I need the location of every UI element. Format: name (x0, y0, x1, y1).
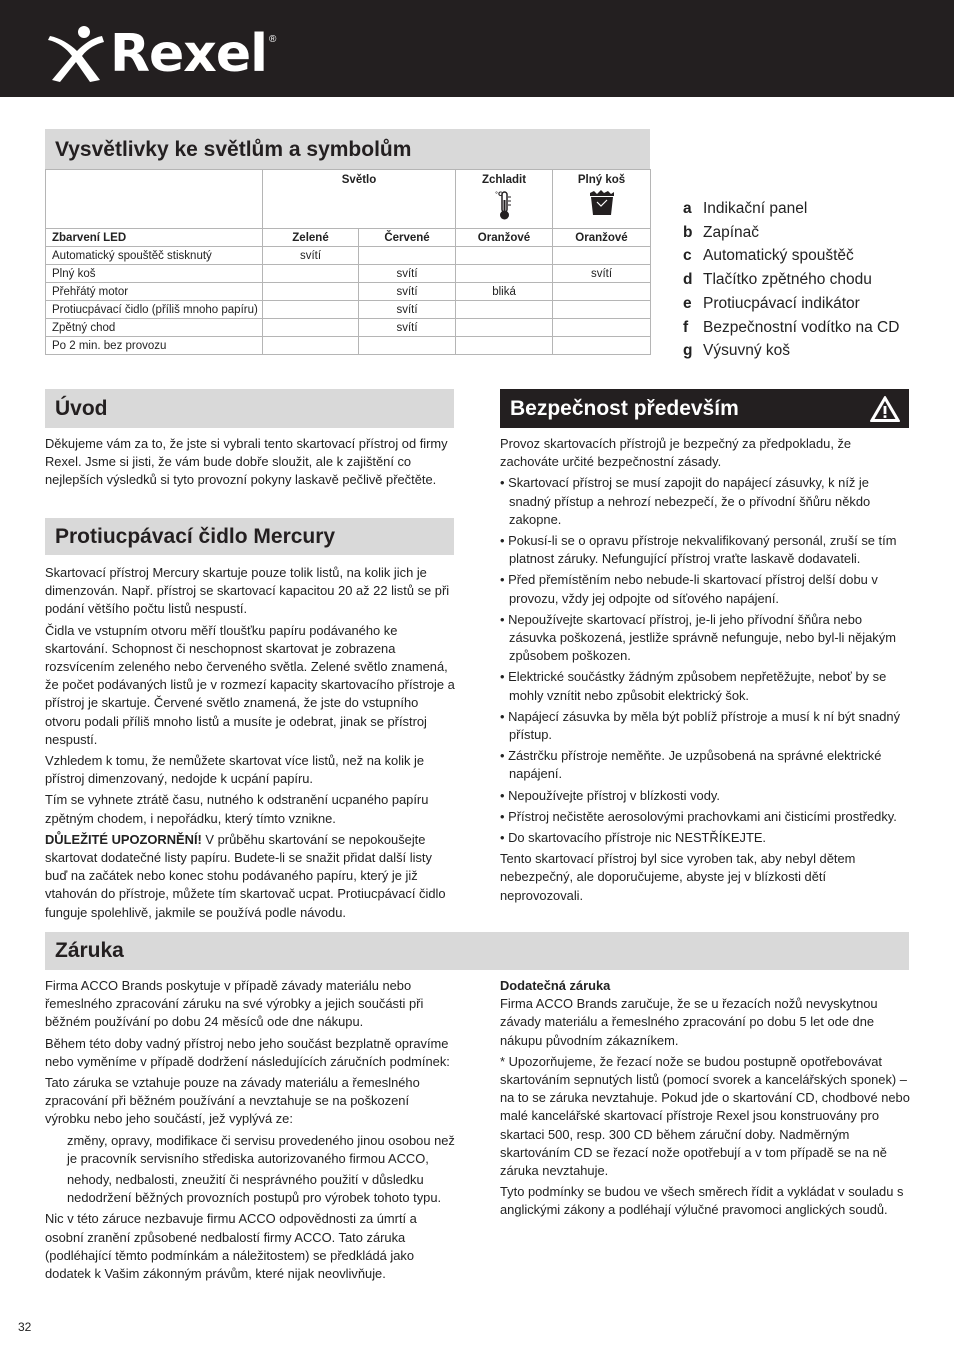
safety-header (500, 389, 909, 428)
svg-text:°C: °C (495, 191, 503, 198)
mercury-text: Skartovací přístroj Mercury skartuje pouze tolik listů, na kolik jich je dimenzován. Např. přístroj se skartovací kapacitou 20 až 22 listů se při podání většího počtu listů nespustí. Čidla ve vstupním otvoru měří tloušťku papíru podávaného ke skartování. Schopnost či neschopnost skartovat je zobrazena rozsvícením zeleného nebo červeného světla. Zelené světlo znamená, že počet podávaných listů je v rozmezí kapacity skartovacího přístroje a přístroj je skartuje. Červené světlo znamená, že jste do vstupního otvoru podali příliš mnoho listů a musíte je odebrat, jinak se přístroj nespustí. Vzhledem k tomu, že nemůžete skartovat více listů, než na kolik je přístroj dimenzovaný, nedojde k ucpání papíru. Tím se vyhnete ztrátě času, nutného k odstranění ucpaného papíru zpětným chodem, i nepořádku, který tímto vznikne. DŮLEŽITÉ UPOZORNĚNÍ! V průběhu skartování se nepokoušejte skartovat dodatečné listy papíru. Budete-li se snažit přidat další listy buď na začátek nebo konec stohu podávaného papíru, který je již vtahován do přístroje, můžete tím skartovač ucpat. Protiucpávací čidlo funguje spolehlivě, jakmile se používá podle návodu. (45, 565, 455, 920)
safety-title: Bezpečnost především (510, 396, 739, 420)
list-item: • Zástrčku přístroje neměňte. Je uzpůsobená na správné elektrické napájení. (500, 747, 910, 783)
parts-list (683, 197, 899, 363)
important-notice: DŮLEŽITÉ UPOZORNĚNÍ! (45, 831, 202, 847)
table-row: Protiucpávací čidlo (příliš mnoho papíru) svítí (46, 301, 651, 319)
warning-icon (869, 395, 901, 423)
table-row: Plný koš svítí svítí (46, 265, 651, 283)
uvod-header (45, 389, 454, 428)
rexel-logo (44, 24, 276, 84)
list-item: • Elektrické součástky žádným způsobem nepřetěžujte, neboť by se mohly vznítit nebo způsobit elektrický šok. (500, 668, 910, 704)
rexel-figure-icon (44, 24, 106, 84)
list-item: • Pokusí-li se o opravu přístroje nekvalifikovaný personál, zruší se tím platnost záruky. Nefungující přístroj vraťte laskavě dodavateli. (500, 532, 910, 568)
list-item: • Do skartovacího přístroje nic NESTŘÍKEJTE. (500, 829, 910, 847)
list-item: c Automatický spouštěč (683, 247, 854, 265)
list-item: • Napájecí zásuvka by měla být poblíž přístroje a musí k ní být snadný přístup. (500, 708, 910, 744)
legend-header-plny-kos: Plný koš (553, 170, 651, 229)
list-item: • Skartovací přístroj se musí zapojit do napájecí zásuvky, k níž je snadný přístup a nehrozí nebezpečí, že o přívodní šňůru někdo zakopne. (500, 474, 910, 529)
zaruka-title: Záruka (55, 939, 124, 962)
list-item: b Zapínač (683, 223, 760, 241)
legend-title: Vysvětlivky ke světlům a symbolům (55, 138, 412, 161)
list-item: • Přístroj nečistěte aerosolovými prachovkami ani čisticími prostředky. (500, 808, 910, 826)
legend-table-header (46, 170, 651, 229)
legend-header (45, 129, 650, 169)
full-bin-icon (588, 189, 616, 217)
mercury-title: Protiucpávací čidlo Mercury (55, 524, 336, 548)
list-item: • Nepoužívejte přístroj v blízkosti vody. (500, 787, 910, 805)
table-row: Automatický spouštěč stisknutý svítí (46, 247, 651, 265)
legend-header-svetlo: Světlo (263, 170, 456, 229)
list-item: d Tlačítko zpětného chodu (683, 271, 872, 289)
legend-table (45, 169, 651, 355)
legend-section (45, 129, 650, 355)
registered-mark: ® (268, 34, 277, 45)
zaruka-text-right: Dodatečná záruka Firma ACCO Brands zaručuje, že se u řezacích nožů nevyskytnou závady materiálu a řemeslného zpracování po dobu 5 let ode dne nákupu původním zákazníkem. * Upozorňujeme, že řezací nože se budou postupně opotřebovávat skartováním sepnutých listů (pomocí svorek a kancelářských sponek) – na to se záruka nevztahuje. Pokud jde o skartování CD, chodbové nebo malé kancelářské skartovací přístroje Rexel jsou konstruovány pro skartaci 500, resp. 300 CD během záruční doby. Nadměrným skartováním CD se řezací nože opotřebují a v tom případě se na ně záruka nevztahuje. Tyto podmínky se budou ve všech směrech řídit a vykládat v souladu s anglickými zákony a podléhají výlučné pravomoci anglických soudů. (500, 978, 910, 1218)
zaruka-header (45, 932, 909, 970)
list-item: g Výsuvný koš (683, 342, 791, 360)
list-item: • Před přemístěním nebo nebude-li skartovací přístroj delší dobu v provozu, vždy jej odpojte od síťového napájení. (500, 571, 910, 607)
legend-header-zchladit: Zchladit °C (456, 170, 553, 229)
safety-text: Provoz skartovacích přístrojů je bezpečný za předpokladu, že zachováte určité bezpečnostní zásady. • Skartovací přístroj se musí zapojit do napájecí zásuvky, k níž je snadný přístup a nehrozí nebezpečí, že o přívodní šňůru někdo zakopne. • Pokusí-li se o opravu přístroje nekvalifikovaný personál, zruší se tím platnost záruky. Nefungující přístroj vraťte laskavě dodavateli. • Před přemístěním nebo nebude-li skartovací přístroj delší dobu v provozu, vždy jej odpojte od síťového napájení. • Nepoužívejte skartovací přístroj, je-li jeho přívodní šňůra nebo zásuvka poškozená, jestliže správně nefunguje, nebo byl-li nějakým způsobem poškozen. • Elektrické součástky žádným způsobem nepřetěžujte, neboť by se mohly vznítit nebo způsobit elektrický šok. • Napájecí zásuvka by měla být poblíž přístroje a musí k ní být snadný přístup. • Zástrčku přístroje neměňte. Je uzpůsobená na správné elektrické napájení. • Nepoužívejte přístroj v blízkosti vody. • Přístroj nečistěte aerosolovými prachovkami ani čisticími prostředky. • Do skartovacího přístroje nic NESTŘÍKEJTE. Tento skartovací přístroj byl sice vyroben tak, aby nebyl dětem nebezpečný, ale doporučujeme, abyste jej v blízkosti dětí neprovozovali. (500, 435, 910, 908)
thermometer-icon (494, 189, 514, 221)
table-row: Přehřátý motor svítí bliká (46, 283, 651, 301)
list-item: • Nepoužívejte skartovací přístroj, je-li jeho přívodní šňůra nebo zásuvka poškozená, jestliže správně nefunguje, nebo byl-li nějakým způsobem poškozen. (500, 611, 910, 666)
list-item: a Indikační panel (683, 200, 808, 217)
list-item: f Bezpečnostní vodítko na CD (683, 318, 900, 336)
brand-name: Rexel (110, 24, 267, 84)
legend-subheader: Zbarvení LED Zelené Červené Oranžové Oranžové (46, 229, 651, 247)
list-item: e Protiucpávací indikátor (683, 294, 860, 312)
zaruka-text-left: Firma ACCO Brands poskytuje v případě závady materiálu nebo řemeslného zpracování záruku na své výrobky a jejich součásti při běžném používání po dobu 24 měsíců ode dne nákupu. Během této doby vadný přístroj nebo jeho součást bezplatně opravíme nebo vyměníme v případě dodržení následujících záručních podmínek: Tato záruka se vztahuje pouze na závady materiálu a řemeslného zpracování při běžném používání a nevztahuje se na poškození výrobku nebo jeho součástí, jež vyplývá ze: změny, opravy, modifikace či servisu provedeného jinou osobou než je pracovník servisního střediska autorizovaného firmou ACCO, nehody, nedbalosti, zneužití či nesprávného použití v důsledku nedodržení běžných provozních postupů pro výrobek tohoto typu. Nic v této záruce nezbavuje firmu ACCO odpovědnosti za úmrtí a osobní zranění způsobené nedbalostí firmy ACCO. Tato záruka (podléhající těmto podmínkám a náležitostem) se předkládá jako dodatek k Vašim zákonným právům, které nijak neovlivňuje. (45, 978, 455, 1282)
page-number: 32 (18, 1320, 32, 1334)
legend-header-empty (46, 170, 263, 229)
extra-warranty-title: Dodatečná záruka (500, 978, 611, 993)
table-row: Po 2 min. bez provozu (46, 337, 651, 355)
uvod-text: Děkujeme vám za to, že jste si vybrali tento skartovací přístroj od firmy Rexel. Jsme si jisti, že vám bude dobře sloužit, ale k zajištění co nejlepších výsledků si tyto provozní pokyny laskavě pečlivě přečtěte. (45, 436, 448, 488)
header-bar (0, 0, 954, 97)
mercury-header (45, 518, 454, 555)
table-row: Zpětný chod svítí (46, 319, 651, 337)
uvod-title: Úvod (55, 396, 108, 420)
